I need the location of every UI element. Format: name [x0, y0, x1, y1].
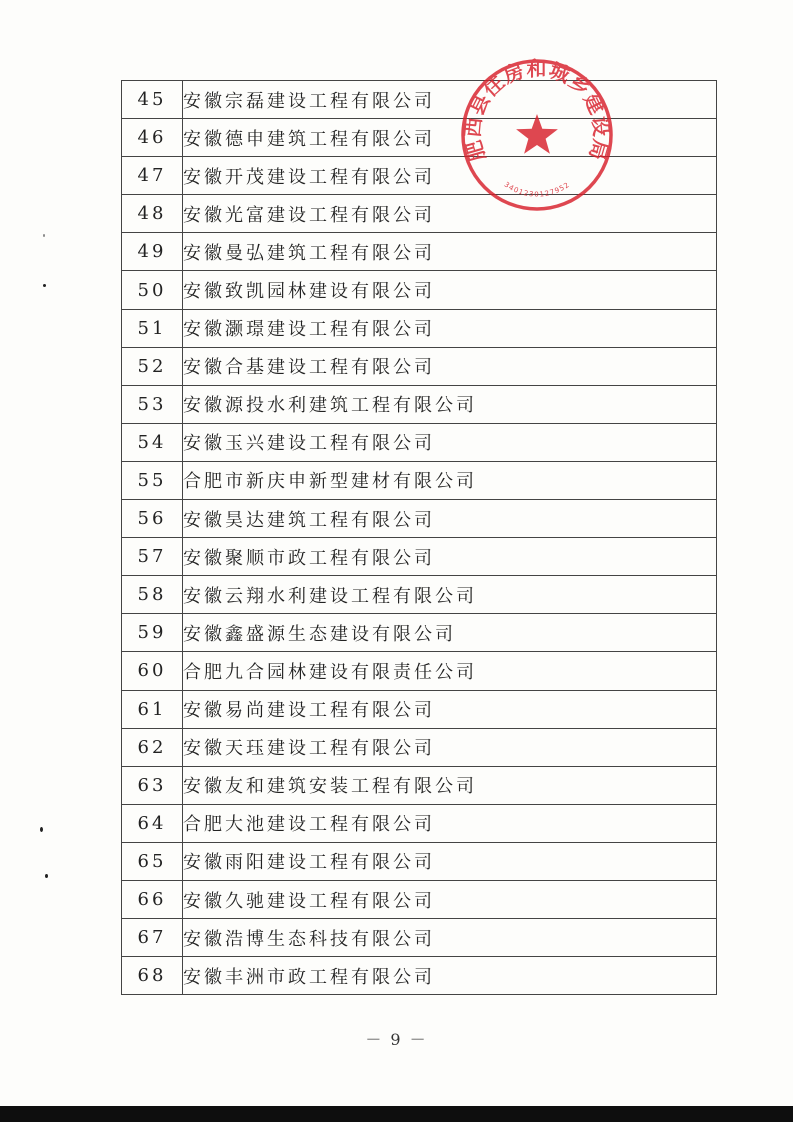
row-number: 60 — [122, 652, 183, 690]
table-row — [122, 538, 717, 576]
scan-speck — [43, 234, 45, 237]
row-number: 48 — [122, 195, 183, 233]
company-name: 安徽源投水利建筑工程有限公司 — [183, 385, 717, 423]
row-number: 53 — [122, 385, 183, 423]
row-number: 68 — [122, 957, 183, 995]
company-list-body — [122, 81, 717, 995]
row-number: 59 — [122, 614, 183, 652]
svg-text:肥西县住房和城乡建设局: 肥西县住房和城乡建设局 — [460, 56, 614, 164]
company-name: 安徽云翔水利建设工程有限公司 — [183, 576, 717, 614]
company-name: 安徽曼弘建筑工程有限公司 — [183, 233, 717, 271]
table-row — [122, 766, 717, 804]
table-row — [122, 919, 717, 957]
company-name: 安徽易尚建设工程有限公司 — [183, 690, 717, 728]
table-row — [122, 576, 717, 614]
row-number: 62 — [122, 728, 183, 766]
table-row — [122, 461, 717, 499]
table-row — [122, 842, 717, 880]
company-name: 安徽鑫盛源生态建设有限公司 — [183, 614, 717, 652]
table-row — [122, 423, 717, 461]
table-row — [122, 385, 717, 423]
row-number: 56 — [122, 500, 183, 538]
row-number: 46 — [122, 119, 183, 157]
table-row — [122, 652, 717, 690]
table-row — [122, 119, 717, 157]
row-number: 58 — [122, 576, 183, 614]
scan-speck — [45, 874, 48, 878]
table-row — [122, 81, 717, 119]
table-row — [122, 309, 717, 347]
company-name: 安徽开茂建设工程有限公司 — [183, 157, 717, 195]
company-name: 安徽丰洲市政工程有限公司 — [183, 957, 717, 995]
company-name: 安徽昊达建筑工程有限公司 — [183, 500, 717, 538]
company-name: 安徽友和建筑安装工程有限公司 — [183, 766, 717, 804]
row-number: 67 — [122, 919, 183, 957]
row-number: 66 — [122, 880, 183, 918]
row-number: 63 — [122, 766, 183, 804]
table-row — [122, 347, 717, 385]
scan-speck — [40, 827, 43, 832]
scan-speck — [43, 284, 46, 287]
company-name: 安徽玉兴建设工程有限公司 — [183, 423, 717, 461]
company-name: 安徽聚顺市政工程有限公司 — [183, 538, 717, 576]
table-row — [122, 804, 717, 842]
table-row — [122, 614, 717, 652]
table-row — [122, 690, 717, 728]
row-number: 57 — [122, 538, 183, 576]
row-number: 55 — [122, 461, 183, 499]
svg-text:3401230127952: 3401230127952 — [502, 180, 572, 199]
row-number: 61 — [122, 690, 183, 728]
company-name: 安徽宗磊建设工程有限公司 — [183, 81, 717, 119]
page-number: － 9 － — [365, 1030, 428, 1049]
company-name: 安徽天珏建设工程有限公司 — [183, 728, 717, 766]
scan-edge — [0, 1106, 793, 1122]
company-name: 安徽德申建筑工程有限公司 — [183, 119, 717, 157]
company-name: 安徽光富建设工程有限公司 — [183, 195, 717, 233]
company-name: 合肥市新庆申新型建材有限公司 — [183, 461, 717, 499]
company-name: 安徽合基建设工程有限公司 — [183, 347, 717, 385]
table-row — [122, 500, 717, 538]
company-name: 合肥九合园林建设有限责任公司 — [183, 652, 717, 690]
row-number: 54 — [122, 423, 183, 461]
company-name: 安徽雨阳建设工程有限公司 — [183, 842, 717, 880]
company-name: 安徽灏璟建设工程有限公司 — [183, 309, 717, 347]
table-row — [122, 195, 717, 233]
row-number: 45 — [122, 81, 183, 119]
table-row — [122, 957, 717, 995]
company-name: 合肥大池建设工程有限公司 — [183, 804, 717, 842]
table-row — [122, 157, 717, 195]
table-row — [122, 880, 717, 918]
row-number: 51 — [122, 309, 183, 347]
company-name: 安徽致凯园林建设有限公司 — [183, 271, 717, 309]
row-number: 65 — [122, 842, 183, 880]
table-row — [122, 271, 717, 309]
row-number: 49 — [122, 233, 183, 271]
row-number: 50 — [122, 271, 183, 309]
table-row — [122, 233, 717, 271]
table-row — [122, 728, 717, 766]
company-list-table — [121, 80, 717, 995]
company-name: 安徽久驰建设工程有限公司 — [183, 880, 717, 918]
row-number: 64 — [122, 804, 183, 842]
company-name: 安徽浩博生态科技有限公司 — [183, 919, 717, 957]
row-number: 52 — [122, 347, 183, 385]
row-number: 47 — [122, 157, 183, 195]
